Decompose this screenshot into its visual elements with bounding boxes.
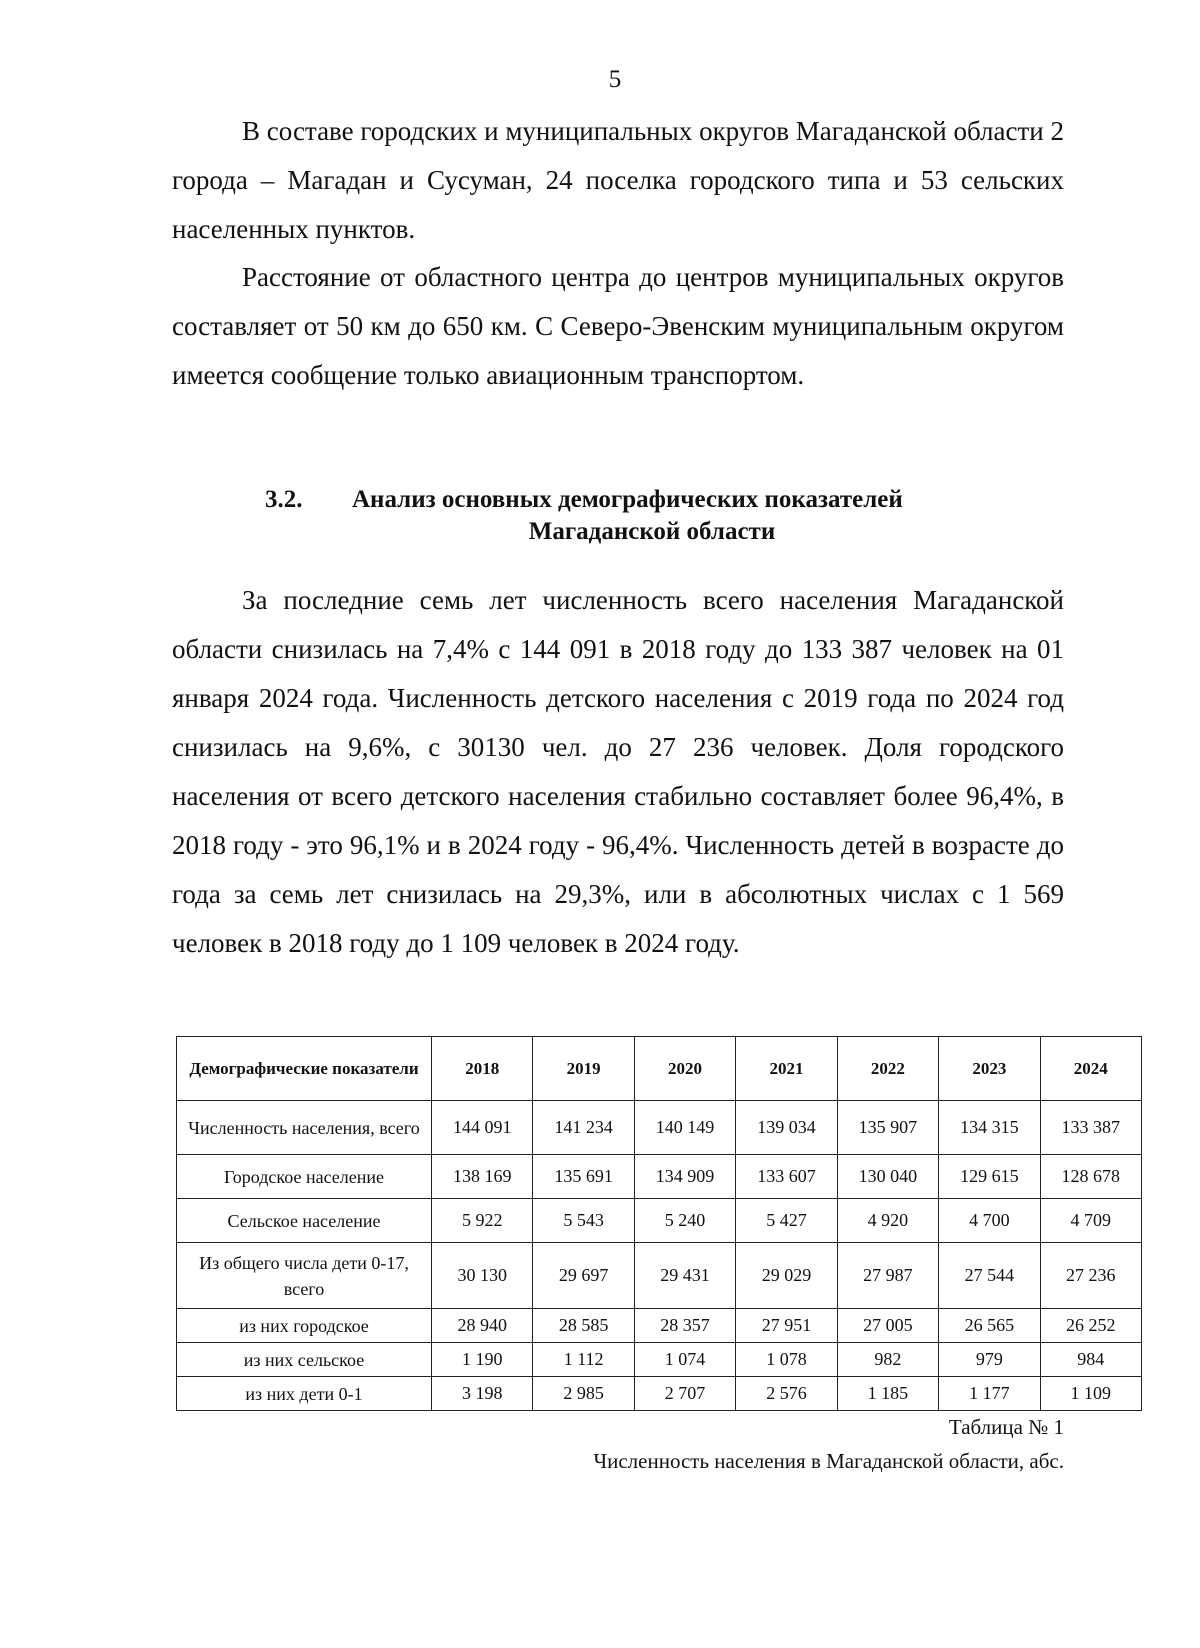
table-cell: 135 907 [837, 1101, 938, 1155]
table-header-year: 2019 [533, 1037, 634, 1101]
table-cell: 28 940 [432, 1309, 533, 1343]
table-cell: 141 234 [533, 1101, 634, 1155]
section-title-line2: Магаданской области [528, 518, 776, 545]
population-table [176, 1036, 1142, 1411]
table-row-label: Городское население [177, 1155, 432, 1199]
table-cell: 27 951 [736, 1309, 837, 1343]
table-cell: 1 112 [533, 1343, 634, 1377]
table-header-year: 2022 [837, 1037, 938, 1101]
table-cell: 27 236 [1040, 1243, 1141, 1309]
table-cell: 4 920 [837, 1199, 938, 1243]
paragraph-distances: Расстояние от областного центра до центров муниципальных округов составляет от 50 км до 650 км. С Северо-Эвенским муниципальным округом имеется сообщение только авиационным транспортом. [172, 262, 1064, 390]
table-cell: 133 607 [736, 1155, 837, 1199]
paragraph-settlements: В составе городских и муниципальных округов Магаданской области 2 города – Магадан и Сусуман, 24 поселка городского типа и 53 сельских населенных пунктов. [172, 116, 1064, 244]
table-cell: 2 985 [533, 1377, 634, 1411]
table-cell: 134 315 [939, 1101, 1040, 1155]
table-cell: 3 198 [432, 1377, 533, 1411]
table-row-label: Из общего числа дети 0-17, всего [177, 1243, 432, 1309]
table-cell: 28 357 [634, 1309, 735, 1343]
table-cell: 138 169 [432, 1155, 533, 1199]
table-cell: 30 130 [432, 1243, 533, 1309]
table-cell: 133 387 [1040, 1101, 1141, 1155]
table-cell: 29 029 [736, 1243, 837, 1309]
table-row [177, 1243, 1142, 1309]
table-row-label: Сельское население [177, 1199, 432, 1243]
table-row-label: из них сельское [177, 1343, 432, 1377]
table-cell: 4 700 [939, 1199, 1040, 1243]
table-header-year: 2020 [634, 1037, 735, 1101]
table-header-row [177, 1037, 1142, 1101]
table-cell: 979 [939, 1343, 1040, 1377]
table-row-label: Численность населения, всего [177, 1101, 432, 1155]
table-row [177, 1343, 1142, 1377]
table-cell: 1 190 [432, 1343, 533, 1377]
table-row [177, 1377, 1142, 1411]
table-cell: 140 149 [634, 1101, 735, 1155]
table-caption-title: Численность населения в Магаданской области, абс. [593, 1449, 1064, 1473]
paragraph-demographics: За последние семь лет численность всего населения Магаданской области снизилась на 7,4% с 144 091 в 2018 году до 133 387 человек на 01 января 2024 года. Численность детского населения с 2019 года по 2024 год снизилась на 9,6%, с 30130 чел. до 27 236 человек. Доля городского населения от всего детского населения стабильно составляет более 96,4%, в 2018 году - это 96,1% и в 2024 году - 96,4%. Численность детей в возрасте до года за семь лет снизилась на 29,3%, или в абсолютных числах с 1 569 человек в 2018 году до 1 109 человек в 2024 году. [172, 585, 1064, 958]
table-cell: 1 078 [736, 1343, 837, 1377]
table-cell: 4 709 [1040, 1199, 1141, 1243]
table-header-year: 2024 [1040, 1037, 1141, 1101]
table-cell: 982 [837, 1343, 938, 1377]
table-cell: 5 240 [634, 1199, 735, 1243]
table-cell: 26 252 [1040, 1309, 1141, 1343]
table-cell: 134 909 [634, 1155, 735, 1199]
table-caption-number: Таблица № 1 [948, 1415, 1064, 1439]
table-row [177, 1101, 1142, 1155]
table-cell: 2 707 [634, 1377, 735, 1411]
table-row-label: из них дети 0-1 [177, 1377, 432, 1411]
table-cell: 135 691 [533, 1155, 634, 1199]
table-row-label: из них городское [177, 1309, 432, 1343]
table-row [177, 1309, 1142, 1343]
table-cell: 29 431 [634, 1243, 735, 1309]
table-cell: 5 922 [432, 1199, 533, 1243]
page-number: 5 [608, 66, 622, 93]
table-cell: 27 987 [837, 1243, 938, 1309]
table-cell: 5 543 [533, 1199, 634, 1243]
table-cell: 2 576 [736, 1377, 837, 1411]
table-cell: 128 678 [1040, 1155, 1141, 1199]
table-cell: 139 034 [736, 1101, 837, 1155]
table-cell: 1 074 [634, 1343, 735, 1377]
table-cell: 144 091 [432, 1101, 533, 1155]
table-cell: 5 427 [736, 1199, 837, 1243]
table-header-year: 2023 [939, 1037, 1040, 1101]
table-cell: 1 185 [837, 1377, 938, 1411]
table-cell: 28 585 [533, 1309, 634, 1343]
table-cell: 130 040 [837, 1155, 938, 1199]
table-header-label: Демографические показатели [177, 1037, 432, 1101]
table-cell: 27 544 [939, 1243, 1040, 1309]
table-row [177, 1199, 1142, 1243]
table-cell: 26 565 [939, 1309, 1040, 1343]
table-cell: 29 697 [533, 1243, 634, 1309]
table-row [177, 1155, 1142, 1199]
table-header-year: 2018 [432, 1037, 533, 1101]
table-cell: 1 177 [939, 1377, 1040, 1411]
table-header-year: 2021 [736, 1037, 837, 1101]
table-cell: 984 [1040, 1343, 1141, 1377]
table-cell: 1 109 [1040, 1377, 1141, 1411]
section-number: 3.2. [265, 486, 303, 513]
table-cell: 129 615 [939, 1155, 1040, 1199]
section-title-line1: Анализ основных демографических показателей [352, 486, 903, 513]
table-cell: 27 005 [837, 1309, 938, 1343]
